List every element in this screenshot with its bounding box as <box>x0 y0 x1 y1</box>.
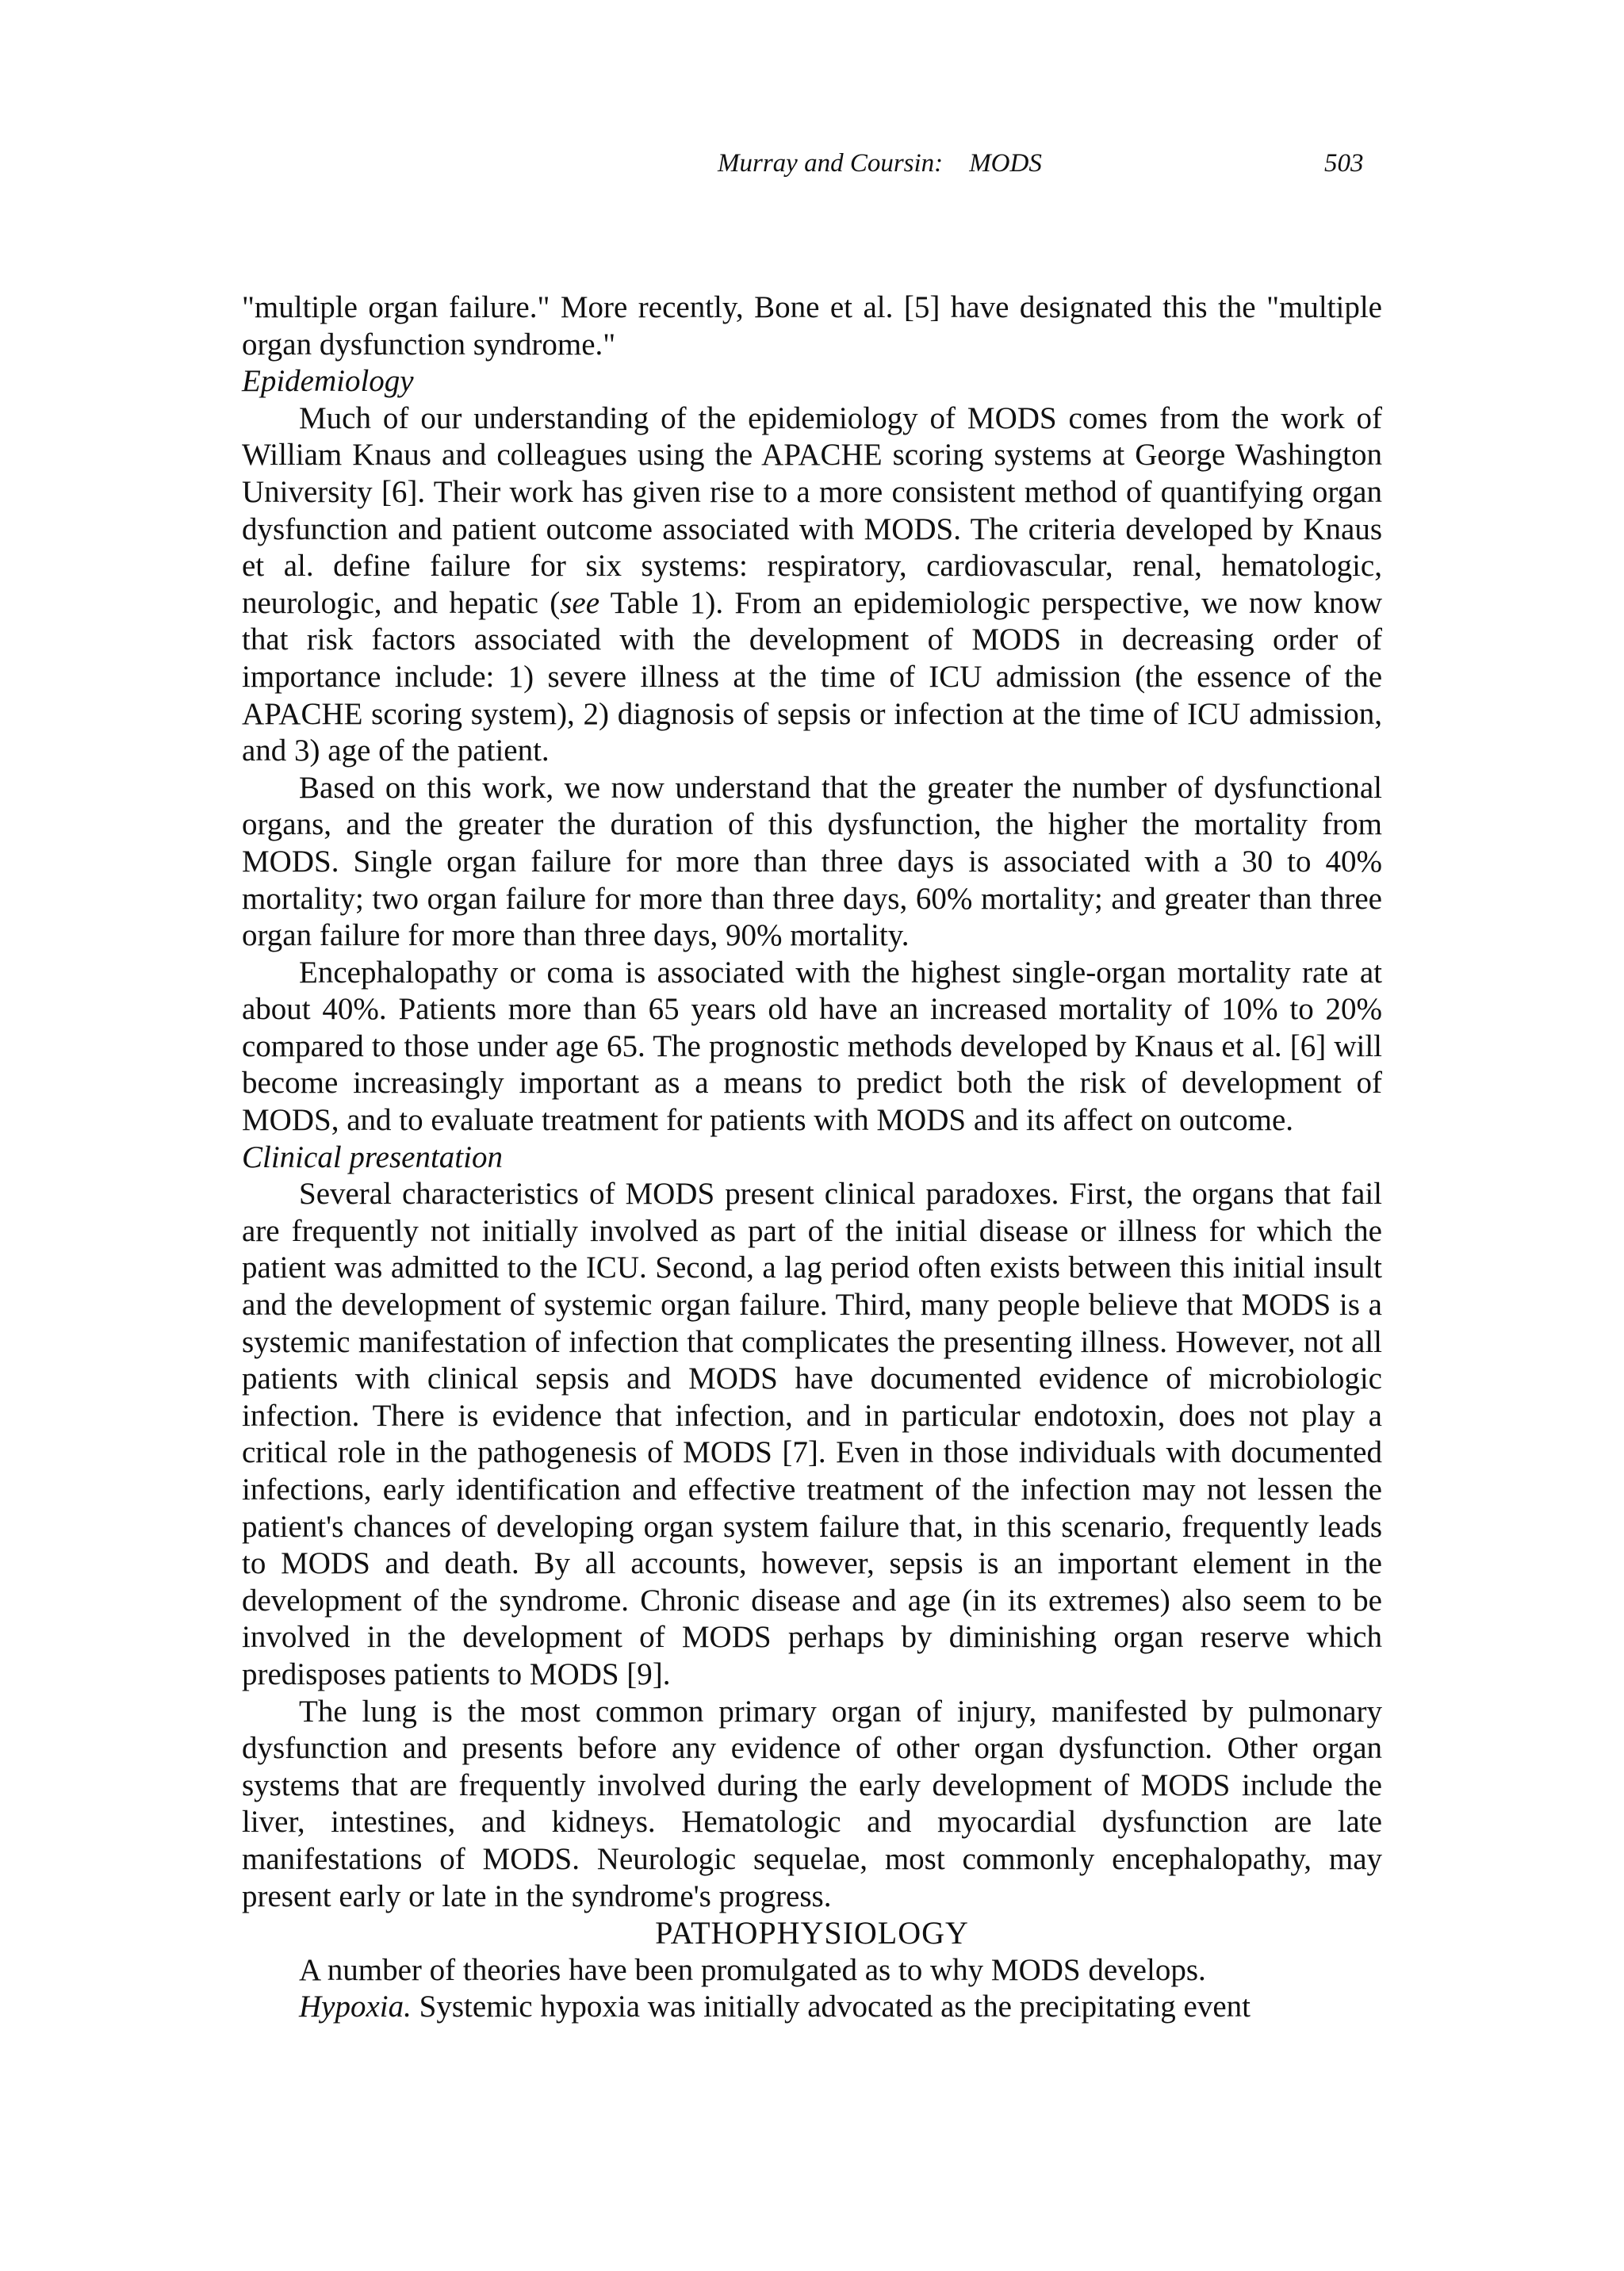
paragraph-clinical-paradoxes: Several characteristics of MODS present clinical paradoxes. First, the organs that fail are frequently not initially involved as part of the initial disease or illness for which the patient was admitted to the ICU. Second, a lag period often exists between this initial insult and the development of systemic organ failure. Third, many people believe that MODS is a systemic manifestation of infection that complicates the presenting illness. However, not all patients with clinical sepsis and MODS have documented evidence of microbiologic infection. There is evidence that infection, and in particular endotoxin, does not play a critical role in the pathogenesis of MODS [7]. Even in those individuals with documented infections, early identification and effective treatment of the infection may not lessen the patient's chances of developing organ system failure that, in this scenario, frequently leads to MODS and death. By all accounts, however, sepsis is an important element in the development of the syndrome. Chronic disease and age (in its extremes) also seem to be involved in the development of MODS perhaps by diminishing organ reserve which predisposes patients to MODS [9]. <box>242 1177 1382 1691</box>
running-head <box>0 149 1624 189</box>
paragraph-organ-count: Based on this work, we now understand that the greater the number of dysfunctional organs, and the greater the duration of this dysfunction, the higher the mortality from MODS. Single organ failure for more than three days is associated with a 30 to 40% mortality; two organ failure for more than three days, 60% mortality; and greater than three organ failure for more than three days, 90% mortality. <box>242 770 1382 953</box>
paragraph-continuation: "multiple organ failure." More recently, Bone et al. [5] have designated this the "multiple organ dysfunction syndrome." <box>242 290 1382 362</box>
paragraph-epidemiology <box>242 400 1382 770</box>
paragraph-theories: A number of theories have been promulgated as to why MODS develops. <box>299 1952 1206 1987</box>
hypoxia-lead: Hypoxia. <box>299 1990 412 2024</box>
subheading-epidemiology: Epidemiology <box>242 364 414 399</box>
running-title-topic: MODS <box>969 149 1042 178</box>
subheading-clinical-presentation: Clinical presentation <box>242 1139 503 1174</box>
see-reference: see <box>560 585 600 620</box>
page-number: 503 <box>1324 149 1364 178</box>
paragraph-epidemiology-end: Table 1). From an epidemiologic perspective, we now know that risk factors associated with the development of MODS in decreasing order of importance include: 1) severe illness at the time of ICU admission (the essence of the APACHE scoring system), 2) diagnosis of sepsis or infection at the time of ICU admission, and 3) age of the patient. <box>242 585 1382 768</box>
paragraph-lung: The lung is the most common primary organ of injury, manifested by pulmonary dysfunction and presents before any evidence of other organ dysfunction. Other organ systems that are frequently involved during the early development of MODS include the liver, intestines, and kidneys. Hematologic and myocardial dysfunction are late manifestations of MODS. Neurologic sequelae, most commonly encephalopathy, may present early or late in the syndrome's progress. <box>242 1694 1382 1913</box>
section-heading-pathophysiology: PATHOPHYSIOLOGY <box>655 1915 969 1951</box>
body-text <box>242 289 1382 2026</box>
paragraph-epidemiology-text: Much of our understanding of the epidemiology of MODS comes from the work of William Knaus and colleagues using the APACHE scoring systems at George Washington University [6]. Their work has given rise to a more consistent method of quantifying organ dysfunction and patient outcome associated with MODS. The criteria developed by Knaus et al. define failure for six systems: respiratory, cardiovascular, renal, hematologic, neurologic, and hepatic ( <box>242 400 1382 620</box>
paragraph-encephalopathy: Encephalopathy or coma is associated with the highest single-organ mortality rate at about 40%. Patients more than 65 years old have an increased mortality of 10% to 20% compared to those under age 65. The prognostic methods developed by Knaus et al. [6] will become increasingly important as a means to predict both the risk of development of MODS, and to evaluate treatment for patients with MODS and its affect on outcome. <box>242 955 1382 1138</box>
running-title-authors: Murray and Coursin: <box>718 149 944 178</box>
hypoxia-text: Systemic hypoxia was initially advocated as the precipitating event <box>411 1990 1251 2024</box>
running-title <box>718 149 1042 178</box>
paragraph-hypoxia <box>242 1989 1382 2026</box>
